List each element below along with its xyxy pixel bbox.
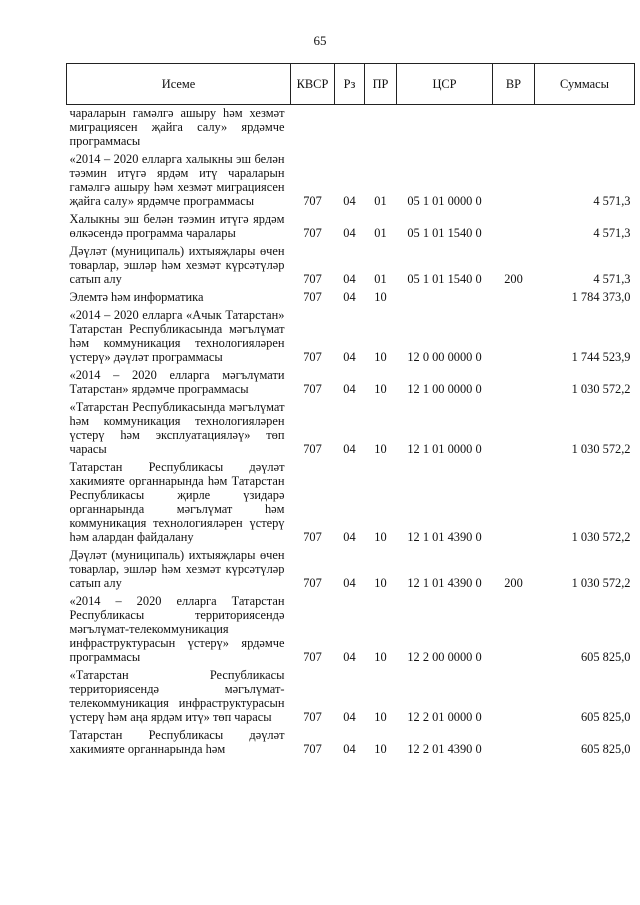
row-kvsr-cell: 707	[303, 350, 322, 364]
row-vr-cell	[493, 105, 535, 152]
row-name-cell: «2014 – 2020 елларга «Ачык Татарстан» Татарстан Республикасында мәгълүмат һәм коммуникация технологияләрен үстерү» дәүләт программасы	[69, 308, 285, 364]
row-kvsr-cell: 707	[303, 442, 322, 456]
row-pr-cell: 10	[374, 650, 387, 664]
row-name-cell: Дәүләт (муниципаль) ихтыяҗлары өчен товарлар, эшләр һәм хезмәт күрсәтүләр сатып алу	[69, 548, 285, 590]
row-name-cell: «Татарстан Республикасында мәгълүмат һәм коммуникация технологияләрен үстерү һәм эксплуатацияләү» төп чарасы	[69, 400, 285, 456]
row-csr-cell: 12 1 01 4390 0	[407, 530, 482, 544]
row-kvsr-cell: 707	[303, 742, 322, 756]
row-sum-cell: 4 571,3	[593, 272, 631, 286]
row-csr-cell: 12 1 01 0000 0	[407, 442, 482, 456]
row-vr-cell	[493, 399, 535, 459]
column-header-kvsr: КВСР	[291, 64, 335, 105]
row-rz-cell: 04	[343, 576, 356, 590]
column-header-csr: ЦСР	[397, 64, 493, 105]
table-row	[67, 459, 635, 547]
row-vr-cell	[493, 593, 535, 667]
row-name-cell: «2014 – 2020 елларга мәгълүмати Татарстан» ярдәмче программасы	[69, 368, 285, 396]
row-kvsr-cell: 707	[303, 576, 322, 590]
row-sum-cell	[535, 105, 635, 152]
page-number: 65	[313, 33, 327, 48]
row-vr-cell: 200	[504, 576, 523, 590]
column-header-name: Исеме	[67, 64, 291, 105]
row-pr-cell: 01	[374, 194, 387, 208]
row-vr-cell	[493, 727, 535, 759]
table-row	[67, 547, 635, 593]
row-name-cell: Халыкны эш белән тәэмин итүгә ярдәм өлкәсендә программа чаралары	[69, 212, 285, 240]
row-sum-cell: 1 030 572,2	[571, 442, 631, 456]
row-rz-cell: 04	[343, 290, 356, 304]
row-rz-cell: 04	[343, 382, 356, 396]
row-vr-cell	[493, 151, 535, 211]
row-csr-cell: 12 1 01 4390 0	[407, 576, 482, 590]
row-rz-cell: 04	[343, 194, 356, 208]
row-vr-cell	[493, 307, 535, 367]
row-rz-cell: 04	[343, 742, 356, 756]
row-csr-cell	[397, 105, 493, 152]
row-pr-cell: 10	[374, 576, 387, 590]
budget-table	[66, 63, 635, 759]
row-kvsr-cell: 707	[303, 194, 322, 208]
row-name-cell: «2014 – 2020 елларга халыкны эш белән тәэмин итүгә ярдәм итү чараларын гамәлгә ашыру һәм хезмәт миграциясен җайга салу» ярдәмче программасы	[69, 152, 285, 208]
row-pr-cell: 10	[374, 290, 387, 304]
table-row	[67, 289, 635, 307]
row-sum-cell: 1 030 572,2	[571, 530, 631, 544]
row-name-cell: «Татарстан Республикасы территориясендә мәгълүмат-телекоммуникация инфраструктурасын үстерү һәм аңа ярдәм итү» төп чарасы	[69, 668, 285, 724]
row-pr-cell: 10	[374, 350, 387, 364]
row-name-cell: Татарстан Республикасы дәүләт хакимияте органнарында һәм Татарстан Республикасы җирле үзидарә органнарында мәгълүмат һәм коммуникация технологияләрен үстерү һәм алардан файдалану	[69, 460, 285, 544]
row-csr-cell: 12 2 00 0000 0	[407, 650, 482, 664]
row-sum-cell: 1 744 523,9	[571, 350, 631, 364]
table-row	[67, 667, 635, 727]
row-name-cell: чараларын гамәлгә ашыру һәм хезмәт миграциясен җайга салу» ярдәмче программасы	[69, 106, 285, 148]
row-csr-cell: 12 1 00 0000 0	[407, 382, 482, 396]
row-sum-cell: 4 571,3	[593, 226, 631, 240]
row-name-cell: Элемтә һәм информатика	[69, 290, 204, 304]
row-csr-cell: 05 1 01 0000 0	[407, 194, 482, 208]
row-rz-cell: 04	[343, 350, 356, 364]
row-kvsr-cell: 707	[303, 272, 322, 286]
row-vr-cell	[493, 367, 535, 399]
row-csr-cell	[397, 289, 493, 307]
row-kvsr-cell: 707	[303, 650, 322, 664]
header-row	[67, 64, 635, 105]
row-sum-cell: 605 825,0	[580, 710, 631, 724]
row-name-cell: «2014 – 2020 елларга Татарстан Республикасы территориясендә мәгълүмат-телекоммуникация инфраструктурасын үстерү» ярдәмче программасы	[69, 594, 285, 664]
row-sum-cell: 1 784 373,0	[571, 290, 631, 304]
row-name-cell: Дәүләт (муниципаль) ихтыяҗлары өчен товарлар, эшләр һәм хезмәт күрсәтүләр сатып алу	[69, 244, 285, 286]
table-row	[67, 593, 635, 667]
table-row	[67, 105, 635, 152]
table-row	[67, 727, 635, 759]
row-csr-cell: 12 0 00 0000 0	[407, 350, 482, 364]
row-pr-cell: 10	[374, 742, 387, 756]
row-kvsr-cell: 707	[303, 710, 322, 724]
row-pr-cell: 10	[374, 710, 387, 724]
row-pr-cell: 10	[374, 382, 387, 396]
row-kvsr-cell: 707	[303, 530, 322, 544]
row-sum-cell: 1 030 572,2	[571, 382, 631, 396]
column-header-vr: ВР	[493, 64, 535, 105]
row-name-cell: Татарстан Республикасы дәүләт хакимияте органнарында һәм	[69, 728, 285, 756]
row-csr-cell: 12 2 01 0000 0	[407, 710, 482, 724]
table-row	[67, 211, 635, 243]
row-kvsr-cell	[291, 105, 335, 152]
table-row	[67, 151, 635, 211]
row-vr-cell: 200	[504, 272, 523, 286]
row-kvsr-cell: 707	[303, 290, 322, 304]
row-rz-cell: 04	[343, 226, 356, 240]
row-pr-cell: 10	[374, 530, 387, 544]
table-row	[67, 243, 635, 289]
row-sum-cell: 4 571,3	[593, 194, 631, 208]
table-row	[67, 367, 635, 399]
row-vr-cell	[493, 459, 535, 547]
row-rz-cell: 04	[343, 710, 356, 724]
row-pr-cell: 10	[374, 442, 387, 456]
row-vr-cell	[493, 667, 535, 727]
row-sum-cell: 1 030 572,2	[571, 576, 631, 590]
column-header-sum: Суммасы	[535, 64, 635, 105]
table-header	[67, 64, 635, 105]
row-csr-cell: 05 1 01 1540 0	[407, 272, 482, 286]
row-rz-cell	[335, 105, 365, 152]
column-header-pr: ПР	[365, 64, 397, 105]
row-csr-cell: 12 2 01 4390 0	[407, 742, 482, 756]
table-row	[67, 307, 635, 367]
row-csr-cell: 05 1 01 1540 0	[407, 226, 482, 240]
row-kvsr-cell: 707	[303, 382, 322, 396]
row-rz-cell: 04	[343, 442, 356, 456]
row-sum-cell: 605 825,0	[580, 650, 631, 664]
column-header-rz: Рз	[335, 64, 365, 105]
row-pr-cell	[365, 105, 397, 152]
row-sum-cell: 605 825,0	[580, 742, 631, 756]
row-rz-cell: 04	[343, 650, 356, 664]
row-pr-cell: 01	[374, 272, 387, 286]
row-vr-cell	[493, 211, 535, 243]
row-kvsr-cell: 707	[303, 226, 322, 240]
row-vr-cell	[493, 289, 535, 307]
row-pr-cell: 01	[374, 226, 387, 240]
table-row	[67, 399, 635, 459]
row-rz-cell: 04	[343, 530, 356, 544]
table-body	[67, 105, 635, 760]
row-rz-cell: 04	[343, 272, 356, 286]
